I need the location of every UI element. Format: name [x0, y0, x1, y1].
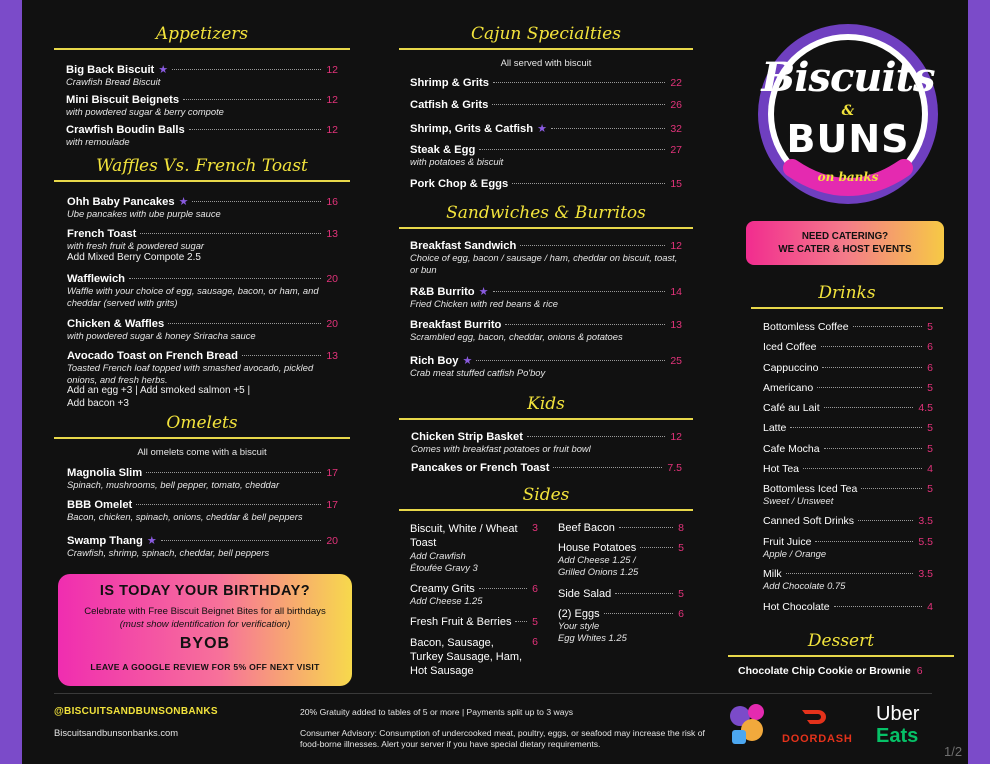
uber-label[interactable]: Uber	[876, 703, 920, 725]
item-price: 17	[326, 467, 338, 479]
menu-item	[763, 568, 933, 592]
menu-item	[410, 354, 682, 379]
item-name: Breakfast Burrito	[410, 319, 502, 331]
menu-item	[67, 195, 338, 220]
menu-item	[67, 350, 338, 410]
item-price: 12	[326, 64, 338, 76]
section-divider	[54, 437, 350, 439]
logo-biscuits: Biscuits	[761, 54, 935, 101]
item-name: Rich Boy	[410, 355, 459, 367]
item-price: 17	[326, 499, 338, 511]
item-name: Crawfish Boudin Balls	[66, 124, 185, 136]
menu-item	[763, 483, 933, 507]
item-price: 25	[670, 355, 682, 367]
catering-banner[interactable]	[746, 221, 944, 265]
item-price: 7.5	[667, 462, 682, 474]
item-name: Shrimp & Grits	[410, 77, 489, 89]
section-divider	[399, 227, 693, 229]
item-name: Beef Bacon	[558, 522, 615, 534]
item-addon: Add bacon +3	[67, 397, 129, 409]
item-description: with fresh fruit & powdered sugar	[67, 240, 205, 251]
item-price: 27	[670, 144, 682, 156]
star-icon: ★	[537, 123, 547, 135]
item-name: BBB Omelet	[67, 499, 133, 511]
star-icon: ★	[478, 286, 489, 298]
menu-item	[410, 144, 682, 168]
section-title-sides: Sides	[522, 485, 570, 505]
menu-item	[67, 273, 338, 308]
right-frame-bar	[968, 0, 990, 764]
menu-item	[66, 94, 338, 118]
item-name: Canned Soft Drinks	[763, 515, 855, 527]
star-icon: ★	[178, 196, 189, 208]
item-price: 4.5	[918, 402, 933, 414]
item-description: Crab meat stuffed catfish Po'boy	[410, 367, 546, 378]
menu-item	[66, 124, 338, 148]
star-icon: ★	[146, 535, 157, 547]
item-price: 20	[326, 273, 338, 285]
menu-item	[410, 77, 682, 89]
item-name: Catfish & Grits	[410, 99, 489, 111]
section-divider	[399, 509, 693, 511]
item-price: 12	[670, 431, 682, 443]
menu-item	[411, 462, 682, 474]
logo-tagline: on banks	[817, 170, 879, 184]
section-title-sandwiches: Sandwiches & Burritos	[446, 203, 646, 223]
menu-item	[410, 240, 682, 275]
menu-item	[410, 522, 538, 573]
item-name: (2) Eggs	[558, 608, 600, 620]
birthday-body-text: Celebrate with Free Biscuit Beignet Bites for all birthdays	[84, 606, 326, 617]
item-price: 22	[670, 77, 682, 89]
item-description: with powdered sugar & honey Sriracha sauce	[67, 330, 256, 341]
item-name: Pancakes or French Toast	[411, 462, 550, 474]
item-description: Add Chocolate 0.75	[763, 580, 846, 591]
item-name: Side Salad	[558, 588, 612, 600]
menu-item	[67, 499, 338, 523]
item-price: 20	[326, 318, 338, 330]
menu-item	[67, 318, 338, 342]
item-description: Sweet / Unsweet	[763, 495, 834, 506]
item-price: 32	[670, 123, 682, 135]
item-description: Spinach, mushrooms, bell pepper, tomato, cheddar	[67, 479, 280, 490]
item-description: Scrambled egg, bacon, cheddar, onions & potatoes	[410, 331, 623, 342]
consumer-advisory: Consumer Advisory: Consumption of undercooked meat, poultry, eggs, or seafood may increase the risk of food-borne illnesses. Alert your server if you have special dietary requirements.	[300, 728, 705, 749]
item-name: Cafe Mocha	[763, 443, 820, 455]
item-name: Café au Lait	[763, 402, 820, 414]
menu-item	[763, 341, 933, 353]
item-name: Bottomless Coffee	[763, 321, 849, 333]
item-name: Bacon, Sausage, Turkey Sausage, Ham, Hot Sausage	[410, 637, 523, 677]
menu-item	[410, 583, 538, 607]
menu-item	[411, 431, 682, 455]
section-title-waffles: Waffles Vs. French Toast	[96, 156, 308, 176]
eats-label[interactable]: Eats	[876, 725, 919, 747]
item-name: Shrimp, Grits & Catfish	[410, 123, 534, 135]
footer-divider	[54, 693, 932, 694]
item-description: Choice of egg, bacon / sausage / ham, cheddar on biscuit, toast, or bun	[410, 252, 678, 275]
menu-item	[763, 536, 933, 560]
birthday-promo-banner	[58, 574, 352, 686]
menu-item	[763, 515, 933, 527]
menu-item	[67, 534, 338, 559]
item-name: Avocado Toast on French Bread	[67, 350, 238, 362]
section-title-dessert: Dessert	[807, 631, 875, 651]
menu-item	[763, 382, 933, 394]
item-description: Crawfish Bread Biscuit	[66, 76, 161, 87]
item-price: 12	[326, 124, 338, 136]
item-description: Your style	[558, 620, 600, 631]
item-description: with remoulade	[66, 136, 130, 147]
social-handle[interactable]: @BISCUITSANDBUNSONBANKS	[54, 706, 218, 717]
catering-line-1: NEED CATERING?	[801, 231, 889, 242]
item-description: Ube pancakes with ube purple sauce	[67, 208, 221, 219]
item-price: 5	[927, 443, 933, 455]
birthday-body	[72, 605, 338, 631]
item-description: Egg Whites 1.25	[558, 631, 627, 643]
menu-item	[410, 319, 682, 343]
item-price: 6	[916, 665, 923, 677]
doordash-label[interactable]: DOORDASH	[782, 733, 853, 745]
item-price: 5	[532, 616, 538, 628]
birthday-body-italic: (must show identification for verification)	[119, 619, 291, 630]
star-icon: ★	[462, 355, 473, 367]
item-name: House Potatoes	[558, 542, 637, 554]
item-description: Waffle with your choice of egg, sausage, bacon, or ham, and cheddar (served with grits)	[67, 285, 319, 308]
item-name: Bottomless Iced Tea	[763, 483, 858, 495]
item-name: Fresh Fruit & Berries	[410, 616, 512, 628]
item-name: Latte	[763, 422, 787, 434]
item-name: Hot Chocolate	[763, 601, 830, 613]
byob-label: BYOB	[179, 635, 231, 652]
item-price: 16	[326, 196, 338, 208]
section-divider	[728, 655, 954, 657]
item-price: 3	[532, 522, 538, 534]
item-name: Biscuit, White / Wheat Toast	[410, 523, 518, 549]
section-title-omelets: Omelets	[166, 413, 238, 433]
item-price: 4	[927, 463, 933, 475]
section-divider	[399, 418, 693, 420]
menu-item	[67, 228, 338, 264]
item-price: 3.5	[918, 515, 933, 527]
item-name: Pork Chop & Eggs	[410, 178, 509, 190]
item-price: 26	[670, 99, 682, 111]
item-name: Chicken Strip Basket	[411, 431, 523, 443]
item-description: Crawfish, shrimp, spinach, cheddar, bell peppers	[67, 547, 270, 558]
item-price: 8	[678, 522, 684, 534]
item-description: Comes with breakfast potatoes or fruit bowl	[411, 443, 591, 454]
item-name: Mini Biscuit Beignets	[66, 94, 180, 106]
item-price: 5	[927, 382, 933, 394]
website-link[interactable]: Biscuitsandbunsonbanks.com	[54, 727, 179, 738]
section-note: All omelets come with a biscuit	[137, 447, 267, 458]
item-name: Breakfast Sandwich	[410, 240, 517, 252]
item-description: with powdered sugar & berry compote	[66, 106, 224, 117]
review-offer: LEAVE A GOOGLE REVIEW FOR 5% OFF NEXT VISIT	[90, 662, 320, 672]
item-description: Add Crawfish Étoufée Gravy 3	[410, 550, 478, 573]
section-divider	[751, 307, 943, 309]
item-description: Toasted French loaf topped with smashed avocado, pickled onions, and fresh herbs.	[67, 362, 314, 385]
item-name: Americano	[763, 382, 814, 394]
section-divider	[54, 180, 350, 182]
menu-item	[558, 542, 684, 577]
menu-item	[410, 285, 682, 310]
item-description: Fried Chicken with red beans & rice	[410, 298, 558, 309]
item-price: 5	[927, 483, 933, 495]
item-name: Chocolate Chip Cookie or Brownie	[738, 665, 911, 677]
item-price: 12	[670, 240, 682, 252]
page-number: 1/2	[944, 744, 963, 759]
item-description: with potatoes & biscuit	[410, 156, 504, 167]
item-name: Swamp Thang	[67, 535, 143, 547]
item-price: 6	[927, 362, 933, 374]
section-divider	[399, 48, 693, 50]
menu-item	[763, 443, 933, 455]
item-price: 5.5	[918, 536, 933, 548]
menu-item	[738, 665, 936, 677]
menu-item	[410, 178, 682, 190]
item-price: 15	[670, 178, 682, 190]
menu-item	[763, 402, 933, 414]
item-price: 5	[678, 588, 684, 600]
star-icon: ★	[158, 64, 169, 76]
gratuity-note: 20% Gratuity added to tables of 5 or more | Payments split up to 3 ways	[300, 707, 574, 717]
item-price: 5	[927, 422, 933, 434]
item-price: 6	[678, 608, 684, 620]
menu-item	[67, 467, 338, 491]
item-name: Iced Coffee	[763, 341, 817, 353]
menu-item	[410, 99, 682, 111]
item-name: Hot Tea	[763, 463, 799, 475]
item-name: Fruit Juice	[763, 536, 812, 548]
menu-item	[558, 588, 684, 600]
doordash-logo-icon	[800, 706, 830, 728]
item-price: 14	[670, 286, 682, 298]
item-price: 12	[326, 94, 338, 106]
item-price: 5	[927, 321, 933, 333]
left-frame-bar	[0, 0, 22, 764]
item-price: 6	[927, 341, 933, 353]
item-name: Creamy Grits	[410, 583, 475, 595]
item-name: Cappuccino	[763, 362, 819, 374]
menu-item	[763, 362, 933, 374]
item-name: French Toast	[67, 228, 137, 240]
section-title-kids: Kids	[527, 394, 565, 414]
item-price: 13	[326, 350, 338, 362]
logo-buns: BUNS	[786, 117, 910, 161]
item-price: 6	[532, 583, 538, 595]
item-description: Add Cheese 1.25	[410, 595, 483, 606]
item-price: 4	[927, 601, 933, 613]
app-store-icons	[726, 700, 772, 750]
item-name: Chicken & Waffles	[67, 318, 165, 330]
menu-item	[558, 608, 684, 643]
item-addon: Add an egg +3 | Add smoked salmon +5 |	[67, 385, 251, 396]
item-name: Magnolia Slim	[67, 467, 143, 479]
item-description: Bacon, chicken, spinach, onions, cheddar & bell peppers	[67, 511, 303, 522]
birthday-title: IS TODAY YOUR BIRTHDAY?	[99, 583, 311, 599]
menu-item	[410, 636, 538, 678]
item-name: Ohh Baby Pancakes	[67, 196, 175, 208]
menu-item	[763, 422, 933, 434]
menu-item	[66, 63, 338, 88]
item-description: Add Cheese 1.25 / Grilled Onions 1.25	[558, 554, 639, 577]
item-name: Milk	[763, 568, 782, 580]
item-price: 3.5	[918, 568, 933, 580]
item-name: Steak & Egg	[410, 144, 476, 156]
catering-line-2: WE CATER & HOST EVENTS	[778, 244, 912, 255]
menu-item	[763, 321, 933, 333]
menu-item	[763, 463, 933, 475]
section-note: All served with biscuit	[500, 58, 592, 69]
item-price: 5	[678, 542, 684, 554]
logo-ampersand: &	[841, 103, 855, 119]
menu-item	[410, 616, 538, 628]
menu-item	[410, 122, 682, 135]
section-divider	[54, 48, 350, 50]
item-price: 20	[326, 535, 338, 547]
brand-logo	[752, 18, 944, 210]
menu-item	[558, 522, 684, 534]
item-name: Big Back Biscuit	[66, 64, 155, 76]
item-price: 13	[326, 228, 338, 240]
item-price: 6	[532, 636, 538, 648]
menu-item	[763, 601, 933, 613]
item-name: R&B Burrito	[410, 286, 475, 298]
item-name: Wafflewich	[67, 273, 126, 285]
item-addon: Add Mixed Berry Compote 2.5	[67, 251, 201, 263]
item-description: Apple / Orange	[763, 548, 827, 559]
item-price: 13	[670, 319, 682, 331]
section-title-cajun: Cajun Specialties	[471, 24, 621, 44]
social-apps-icon	[726, 700, 772, 750]
section-title-drinks: Drinks	[818, 283, 876, 303]
section-title-appetizers: Appetizers	[155, 24, 249, 44]
